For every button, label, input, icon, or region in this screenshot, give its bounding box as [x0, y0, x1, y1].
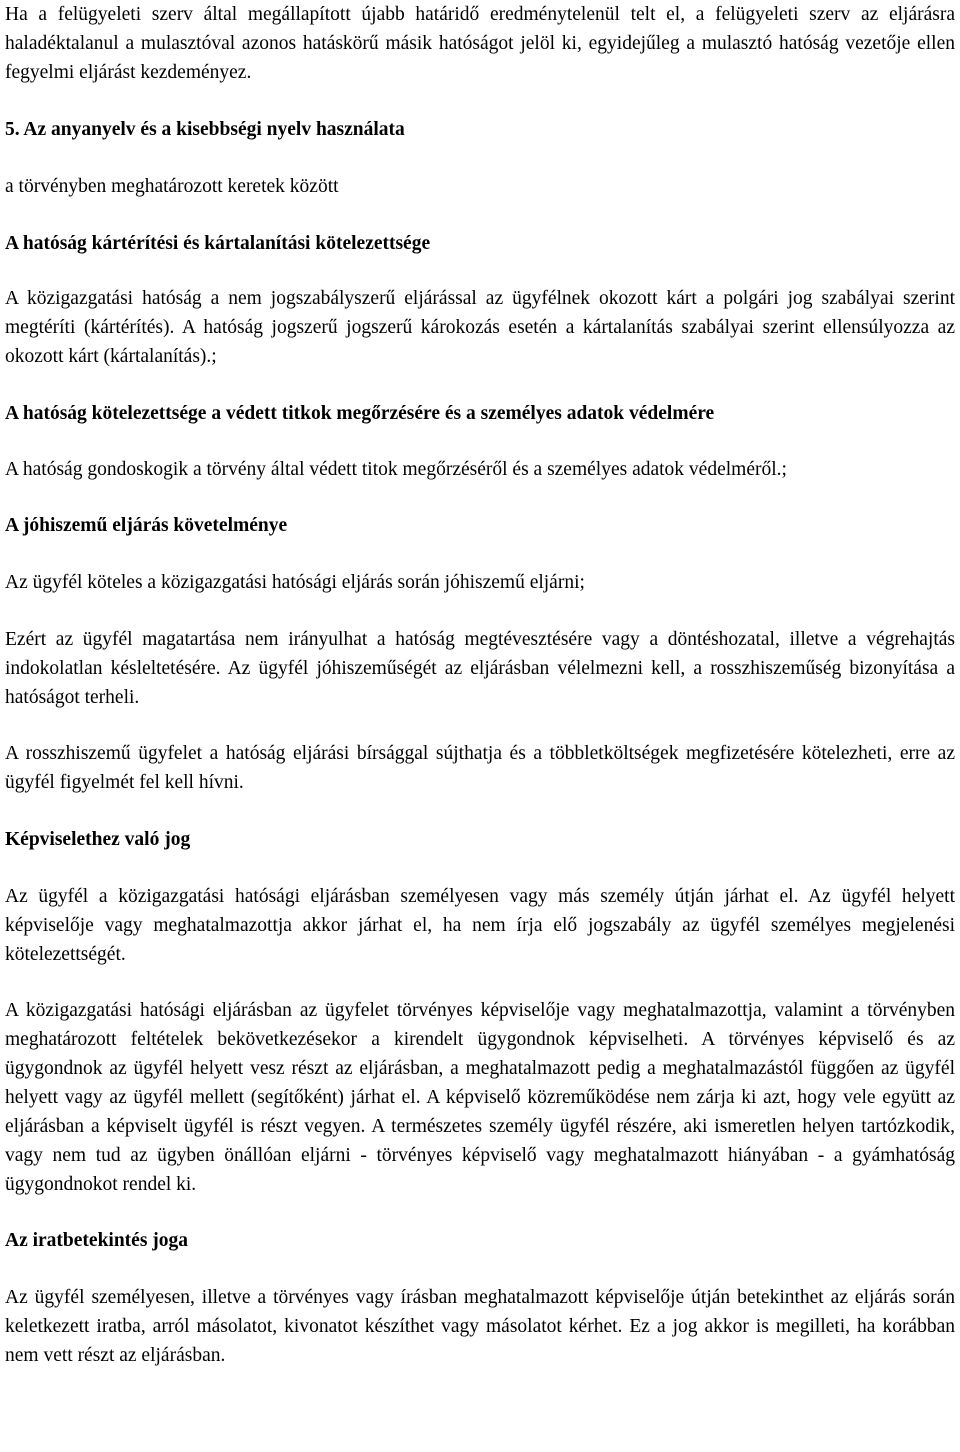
heading-file-inspection: Az iratbetekintés joga — [5, 1230, 189, 1251]
heading-good-faith: A jóhiszemű eljárás követelménye — [5, 515, 288, 536]
paragraph-good-faith-duty: Az ügyfél köteles a közigazgatási hatósági eljárás során jóhiszemű eljárni; — [5, 572, 585, 593]
paragraph-deadline-consequence: Ha a felügyeleti szerv által megállapított újabb határidő eredménytelenül telt el, a felügyeleti szerv az eljárásra haladéktalanul a mulasztóval azonos hatáskörű másik hatóságot jelöl ki, egyidejűleg a mulasztó hatóság vezetője ellen fegyelmi eljárást kezdeményez. — [5, 4, 955, 83]
heading-representation: Képviselethez való jog — [5, 829, 191, 850]
heading-compensation: A hatóság kártérítési és kártalanítási kötelezettsége — [5, 233, 431, 254]
paragraph-secrets-data-protection: A hatóság gondoskogik a törvény által védett titok megőrzéséről és a személyes adatok védelméről.; — [5, 459, 787, 480]
document-page — [5, 0, 955, 1370]
paragraph-legal-framework: a törvényben meghatározott keretek között — [5, 176, 339, 197]
paragraph-good-faith-presumption: Ezért az ügyfél magatartása nem irányulhat a hatóság megtévesztésére vagy a döntéshozatal, illetve a végrehajtás indokolatlan késleltetésére. Az ügyfél jóhiszeműségét az eljárásban vélelmezni kell, a rosszhiszeműség bizonyítása a hatóságot terheli. — [5, 629, 955, 708]
paragraph-representation-basic: Az ügyfél a közigazgatási hatósági eljárásban személyesen vagy más személy útján járhat el. Az ügyfél helyett képviselője vagy meghatalmazottja akkor járhat el, ha nem írja elő jogszabály az ügyfél személyes megjelenési kötelezettségét. — [5, 886, 955, 965]
heading-secrets-data-protection: A hatóság kötelezettsége a védett titkok megőrzésére és a személyes adatok védelmére — [5, 403, 715, 424]
paragraph-bad-faith-fine: A rosszhiszemű ügyfelet a hatóság eljárási bírsággal sújthatja és a többletköltségek megfizetésére kötelezheti, erre az ügyfél figyelmét fel kell hívni. — [5, 743, 955, 793]
heading-native-language: 5. Az anyanyelv és a kisebbségi nyelv használata — [5, 119, 405, 140]
paragraph-representation-details: A közigazgatási hatósági eljárásban az ügyfelet törvényes képviselője vagy meghatalmazottja, valamint a törvényben meghatározott feltételek bekövetkezésekor a kirendelt ügygondnok képviselheti. A törvényes képviselő és az ügygondnok az ügyfél helyett vesz részt az eljárásban, a meghatalmazott pedig a meghatalmazástól függően az ügyfél helyett vagy az ügyfél mellett (segítőként) járhat el. A képviselő közreműködése nem zárja ki azt, hogy vele együtt az eljárásban a képviselt ügyfél is részt vegyen. A természetes személy ügyfél részére, aki ismeretlen helyen tartózkodik, vagy nem tud az ügyben önállóan eljárni - törvényes képviselő vagy meghatalmazott hiányában - a gyámhatóság ügygondnokot rendel ki. — [5, 1000, 955, 1195]
paragraph-file-inspection: Az ügyfél személyesen, illetve a törvényes vagy írásban meghatalmazott képviselője útján betekinthet az eljárás során keletkezett iratba, arról másolatot, kivonatot készíthet vagy másolatot kérhet. Ez a jog akkor is megilleti, ha korábban nem vett részt az eljárásban. — [5, 1287, 955, 1366]
paragraph-compensation: A közigazgatási hatóság a nem jogszabályszerű eljárással az ügyfélnek okozott kárt a polgári jog szabályai szerint megtéríti (kártérítés). A hatóság jogszerű jogszerű károkozás esetén a kártalanítás szabályai szerint ellensúlyozza az okozott kárt (kártalanítás).; — [5, 288, 955, 367]
